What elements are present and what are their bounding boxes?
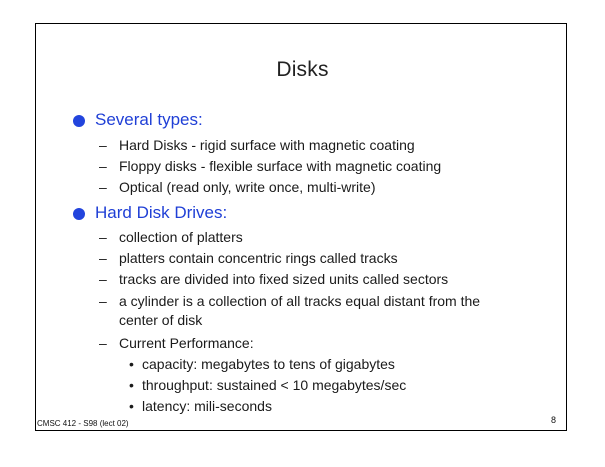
sub-list-item-label: throughput: sustained < 10 megabytes/sec <box>142 377 407 393</box>
list-item-label: Current Performance: <box>119 335 254 351</box>
dash-icon: – <box>99 179 107 195</box>
list-item <box>99 136 415 155</box>
sub-list-item <box>129 356 395 372</box>
section-heading-label: Several types: <box>95 110 203 129</box>
list-item-label: Hard Disks - rigid surface with magnetic coating <box>119 137 415 153</box>
dash-icon: – <box>99 250 107 266</box>
list-item <box>99 292 519 330</box>
list-item <box>99 228 243 247</box>
sub-list-item-label: latency: mili-seconds <box>142 398 272 414</box>
list-item <box>99 270 449 289</box>
slide-title: Disks <box>276 58 329 81</box>
bullet-dot-icon <box>73 115 85 127</box>
list-item <box>99 249 398 268</box>
list-item-label: a cylinder is a collection of all tracks equal distant from the center of disk <box>119 293 481 328</box>
section-heading-types <box>95 110 203 130</box>
list-item-label: platters contain concentric rings called tracks <box>119 250 398 266</box>
bullet-icon: • <box>129 377 134 393</box>
list-item <box>99 157 442 176</box>
dash-icon: – <box>99 158 107 174</box>
sub-list-item <box>129 398 272 414</box>
list-item-label: Floppy disks - flexible surface with magnetic coating <box>119 158 442 174</box>
sub-list-item <box>129 377 407 393</box>
section-heading-label: Hard Disk Drives: <box>95 203 228 222</box>
sub-list-item-label: capacity: megabytes to tens of gigabytes <box>142 356 395 372</box>
bullet-dot-icon <box>73 208 85 220</box>
footer-course-label: CMSC 412 - S98 (lect 02) <box>37 419 129 428</box>
list-item-label: collection of platters <box>119 229 243 245</box>
dash-icon: – <box>99 137 107 153</box>
dash-icon: – <box>99 335 107 351</box>
dash-icon: – <box>99 271 107 287</box>
list-item <box>99 334 254 353</box>
page-number: 8 <box>551 415 557 425</box>
dash-icon: – <box>99 229 107 245</box>
bullet-icon: • <box>129 356 134 372</box>
bullet-icon: • <box>129 398 134 414</box>
list-item <box>99 178 376 197</box>
dash-icon: – <box>99 293 107 309</box>
section-heading-hdd <box>95 203 227 223</box>
list-item-label: Optical (read only, write once, multi-write) <box>119 179 376 195</box>
list-item-label: tracks are divided into fixed sized units called sectors <box>119 271 449 287</box>
